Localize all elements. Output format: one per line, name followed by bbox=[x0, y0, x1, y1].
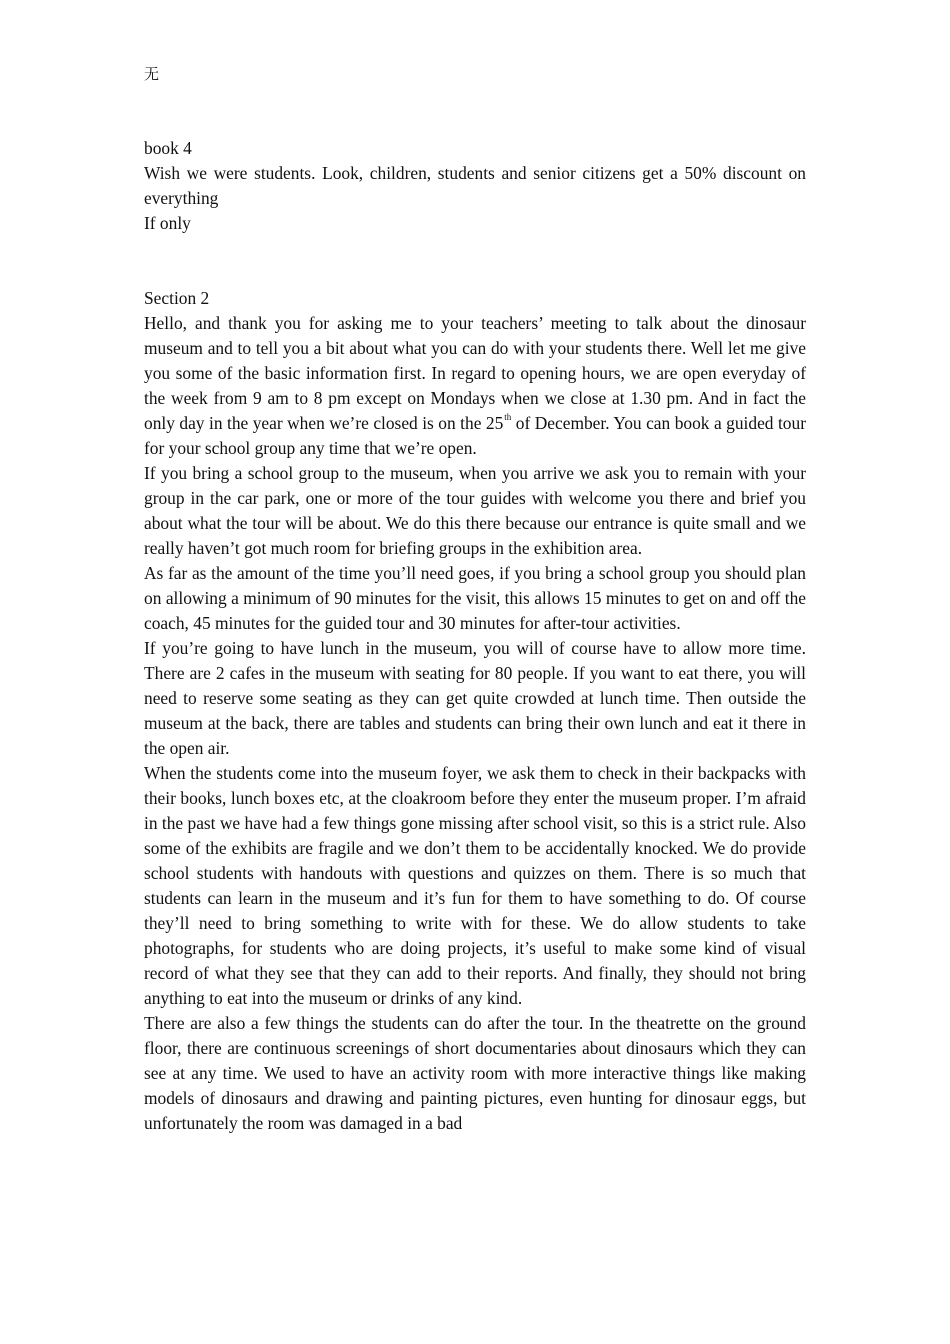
paragraph-time-needed: As far as the amount of the time you’ll need goes, if you bring a school group you should plan on allowing a minimum of 90 minutes for the visit, this allows 15 minutes to get on and off the coach, 45 minutes for the guided tour and 30 minutes for after-tour activities. bbox=[144, 563, 806, 633]
book-line-2: If only bbox=[144, 213, 191, 233]
ordinal-suffix: th bbox=[504, 412, 512, 422]
section-title: Section 2 bbox=[144, 288, 210, 308]
book-label: book 4 bbox=[144, 138, 192, 158]
document-page bbox=[144, 62, 806, 1136]
paragraph-lunch: If you’re going to have lunch in the museum, you will of course have to allow more time. There are 2 cafes in the museum with seating for 80 people. If you want to eat there, you will need to reserve some seating as they can get quite crowded at lunch time. Then outside the museum at the back, there are tables and students can bring their own lunch and eat it there in the open air. bbox=[144, 638, 806, 758]
header-mark: 无 bbox=[144, 65, 160, 83]
paragraph-opening-hours-text: Hello, and thank you for asking me to your teachers’ meeting to talk about the dinosaur museum and to tell you a bit about what you can do with your students there. Well let me give you some of the basic information first. In regard to opening hours, we are open everyday of the week from 9 am to 8 pm except on Mondays when we close at 1.30 pm. And in fact the only day in the year when we’re closed is on the 25 bbox=[144, 313, 806, 433]
paragraph-opening-hours-text-end: of December. You can book a guided tour for your school group any time that we’re open. bbox=[144, 413, 806, 458]
paragraph-after-tour: There are also a few things the students can do after the tour. In the theatrette on the ground floor, there are continuous screenings of short documentaries about dinosaurs which they can see at any time. We used to have an activity room with more interactive things like making models of dinosaurs and drawing and painting pictures, even hunting for dinosaur eggs, but unfortunately the room was damaged in a bad bbox=[144, 1013, 806, 1133]
book-line-1: Wish we were students. Look, children, students and senior citizens get a 50% discount on everything bbox=[144, 163, 806, 208]
paragraph-opening-hours bbox=[144, 311, 806, 461]
paragraph-foyer-rules: When the students come into the museum foyer, we ask them to check in their backpacks with their books, lunch boxes etc, at the cloakroom before they enter the museum proper. I’m afraid in the past we have had a few things gone missing after school visit, so this is a strict rule. Also some of the exhibits are fragile and we don’t them to be accidentally knocked. We do provide school students with handouts with questions and quizzes on them. There is so much that students can learn in the museum and it’s fun for them to have something to do. Of course they’ll need to bring something to write with for these. We do allow students to take photographs, for students who are doing projects, it’s useful to make some kind of visual record of what they see that they can add to their reports. And finally, they should not bring anything to eat into the museum or drinks of any kind. bbox=[144, 763, 806, 1008]
spacer bbox=[144, 236, 806, 286]
paragraph-arrival: If you bring a school group to the museum, when you arrive we ask you to remain with your group in the car park, one or more of the tour guides with welcome you there and brief you about what the tour will be about. We do this there because our entrance is quite small and we really haven’t got much room for briefing groups in the exhibition area. bbox=[144, 463, 806, 558]
